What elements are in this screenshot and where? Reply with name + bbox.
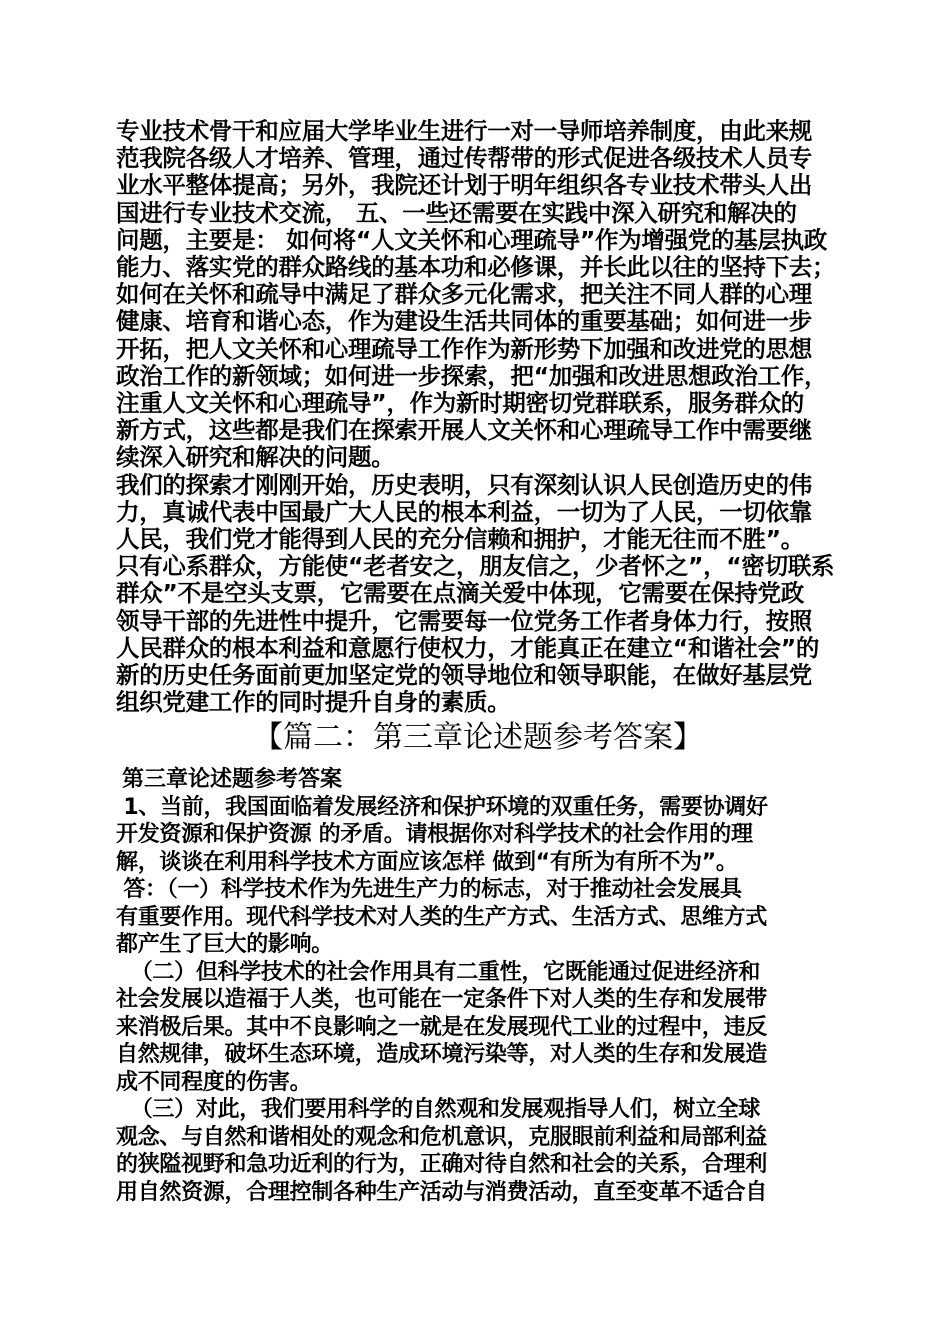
text-line: 观念、与自然和谐相处的观念和危机意识，克服眼前利益和局部利益 [116, 1124, 768, 1150]
text-line: （二）但科学技术的社会作用具有二重性，它既能通过促进经济和 [116, 959, 761, 985]
answer-part-one [116, 876, 840, 959]
chapter-title: 第三章论述题参考答案 [122, 767, 343, 793]
text-line: 开拓，把人文关怀和心理疏导工作作为新形势下加强和改进党的思想 [116, 334, 812, 363]
text-line: 都产生了巨大的影响。 [116, 932, 334, 958]
text-line: 力，真诚代表中国最广大人民的根本利益，一切为了人民，一切依靠 [116, 497, 812, 526]
text-line: 问题，主要是： 如何将“人文关怀和心理疏导”作为增强党的基层执政 [116, 225, 827, 254]
text-line: 来消极后果。其中不良影响之一就是在发展现代工业的过程中，违反 [116, 1014, 768, 1040]
text-line: 如何在关怀和疏导中满足了群众多元化需求，把关注不同人群的心理 [116, 280, 812, 309]
text-line: 有重要作用。现代科学技术对人类的生产方式、生活方式、思维方式 [116, 904, 768, 930]
text-line: 能力、落实党的群众路线的基本功和必修课，并长此以往的坚持下去； [116, 253, 836, 282]
text-line: 注重人文关怀和心理疏导”，作为新时期密切党群联系，服务群众的 [116, 389, 804, 418]
document-page [116, 118, 840, 1206]
text-line: 答：（一）科学技术作为先进生产力的标志，对于推动社会发展具 [116, 877, 742, 903]
text-line: （三）对此，我们要用科学的自然观和发展观指导人们，树立全球 [116, 1097, 761, 1123]
answer-part-three [116, 1096, 840, 1206]
text-line: 新方式，这些都是我们在探索开展人文关怀和心理疏导工作中需要继 [116, 416, 812, 445]
text-line: 的狭隘视野和急功近利的行为，正确对待自然和社会的关系，合理利 [116, 1152, 768, 1178]
text-line: 用自然资源，合理控制各种生产活动与消费活动，直至变革不适合自 [116, 1179, 768, 1205]
text-line: 专业技术骨干和应届大学毕业生进行一对一导师培养制度，由此来规 [116, 117, 812, 145]
question-paragraph [116, 794, 840, 877]
text-line: 组织党建工作的同时提升自身的素质。 [116, 688, 511, 717]
text-line: 健康、培育和谐心态，作为建设生活共同体的重要基础；如何进一步 [116, 307, 812, 336]
text-line: 业水平整体提高；另外，我院还计划于明年组织各专业技术带头人出 [116, 171, 812, 200]
text-line: 解，谈谈在利用科学技术方面应该怎样 做到“有所为有所不为”。 [116, 849, 738, 875]
text-line: 人民群众的根本利益和意愿行使权力，才能真正在建立“和谐社会”的 [116, 633, 820, 662]
text-line: 开发资源和保护资源 的矛盾。请根据你对科学技术的社会作用的理 [116, 822, 753, 848]
text-line: 自然规律，破坏生态环境，造成环境污染等，对人类的生存和发展造 [116, 1042, 768, 1068]
answer-part-two [116, 959, 840, 1097]
text-line: 新的历史任务面前更加坚定党的领导地位和领导职能，在做好基层党 [116, 661, 812, 690]
text-line: 我们的探索才刚刚开始，历史表明，只有深刻认识人民创造历史的伟 [116, 470, 812, 499]
text-line: 只有心系群众，方能使“老者安之，朋友信之，少者怀之”，“密切联系 [116, 552, 835, 581]
text-line: 人民，我们党才能得到人民的充分信赖和拥护，才能无往而不胜”。 [116, 525, 804, 554]
text-line: 政治工作的新领域；如何进一步探索，把“加强和改进思想政治工作， [116, 361, 828, 390]
text-line: 范我院各级人才培养、管理，通过传帮带的形式促进各级技术人员专 [116, 144, 812, 173]
text-line: 社会发展以造福于人类，也可能在一定条件下对人类的生存和发展带 [116, 987, 768, 1013]
text-line: 续深入研究和解决的问题。 [116, 443, 395, 472]
text-line: 成不同程度的伤害。 [116, 1069, 312, 1095]
text-line: 群众”不是空头支票，它需要在点滴关爱中体现，它需要在保持党政 [116, 579, 804, 608]
section-heading: 【篇二：第三章论述题参考答案】 [253, 720, 703, 756]
text-line: 领导干部的先进性中提升，它需要每一位党务工作者身体力行，按照 [116, 606, 812, 635]
paragraph-exploration [116, 472, 840, 717]
text-line: 国进行专业技术交流， 五、一些还需要在实践中深入研究和解决的 [116, 198, 797, 227]
text-line: 1、当前，我国面临着发展经济和保护环境的双重任务，需要协调好 [116, 794, 768, 820]
paragraph-talent-training [116, 118, 840, 472]
